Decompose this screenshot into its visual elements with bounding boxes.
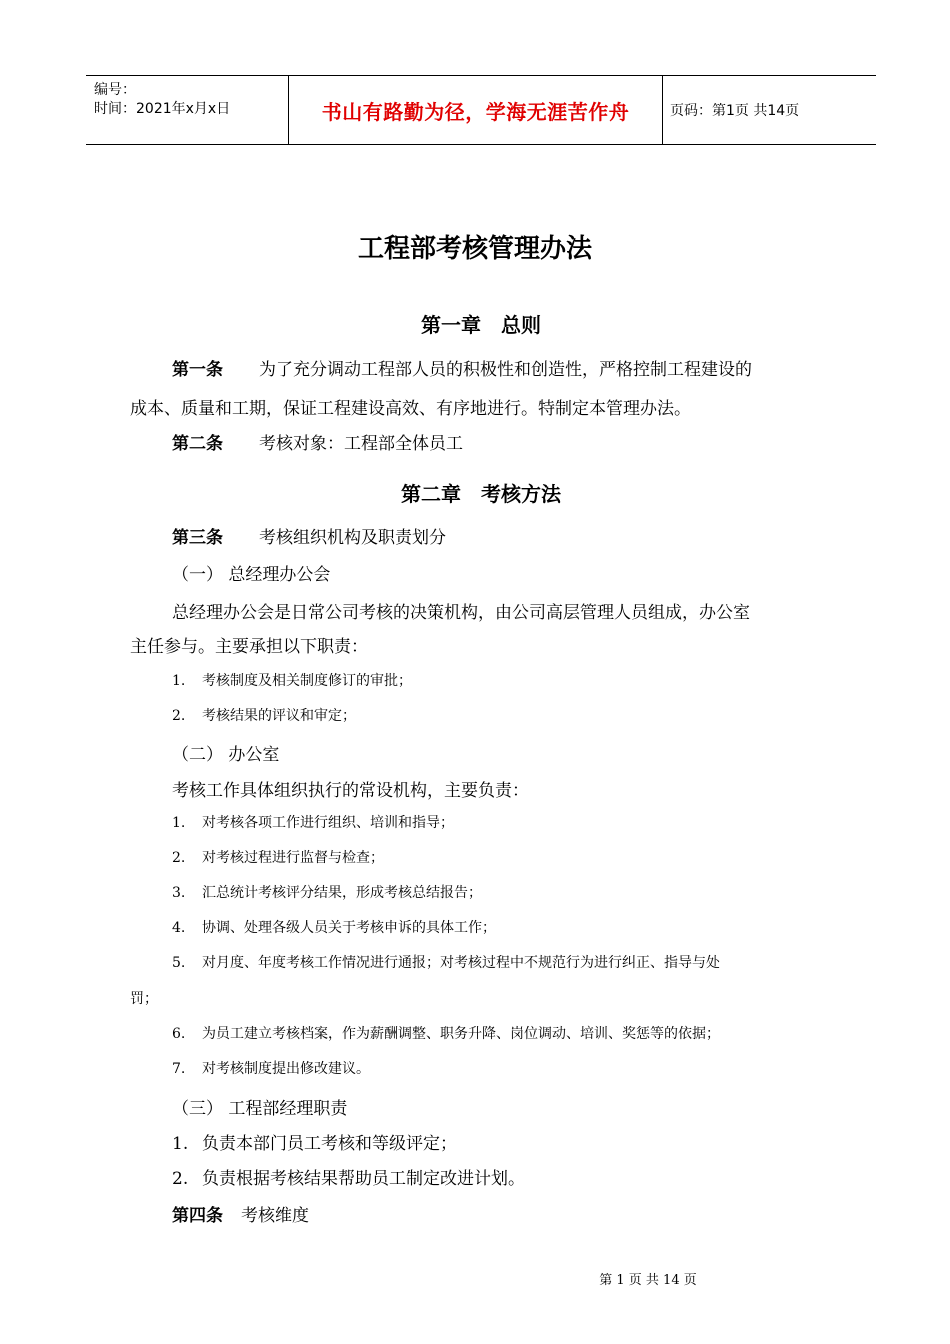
section-1-para-line-2: 主任参与。主要承担以下职责： (130, 637, 368, 657)
list-item (172, 952, 720, 972)
list-item-number: 3. (172, 885, 186, 901)
list-item-number: 1. (172, 673, 186, 689)
section-2-title: （二） 办公室 (172, 745, 280, 765)
list-item (172, 705, 356, 725)
list-item-number: 4. (172, 920, 186, 936)
list-item-number: 2. (172, 850, 186, 866)
list-item (172, 812, 454, 832)
header-motto-cell (288, 76, 663, 144)
list-item (172, 670, 412, 690)
page-footer: 第 1 页 共 14 页 (599, 1273, 697, 1288)
list-item-text: 对考核过程进行监督与检查； (202, 850, 384, 866)
article-3 (172, 523, 446, 548)
article-2 (172, 429, 463, 454)
list-item-number: 1. (172, 815, 186, 831)
document-title: 工程部考核管理办法 (357, 234, 592, 264)
article-1-text: 为了充分调动工程部人员的积极性和创造性，严格控制工程建设的 (259, 360, 752, 380)
article-1-line-2: 成本、质量和工期，保证工程建设高效、有序地进行。特制定本管理办法。 (130, 399, 691, 419)
header-page-info: 页码：第1页 共14页 (670, 103, 800, 119)
header-time-label: 时间：2021年x月x日 (94, 101, 231, 117)
article-4-text: 考核维度 (241, 1206, 309, 1226)
page-header (86, 75, 876, 145)
list-item-number: 2. (172, 1169, 189, 1189)
header-page-cell (662, 76, 876, 144)
section-1-title: （一） 总经理办公会 (172, 565, 331, 585)
list-item (172, 882, 482, 902)
list-item (172, 1164, 525, 1189)
article-1-line-1 (172, 355, 752, 380)
list-item (172, 1023, 720, 1043)
article-3-label: 第三条 (172, 528, 223, 548)
list-item-number: 1. (172, 1134, 189, 1154)
article-4-label: 第四条 (172, 1206, 223, 1226)
article-2-label: 第二条 (172, 434, 223, 454)
article-1-label: 第一条 (172, 360, 223, 380)
list-item-continuation: 罚； (130, 991, 158, 1007)
list-item-text: 负责根据考核结果帮助员工制定改进计划。 (202, 1169, 525, 1189)
section-3-title: （三） 工程部经理职责 (172, 1099, 348, 1119)
chapter-1-heading: 第一章 总则 (421, 313, 541, 337)
list-item-number: 6. (172, 1026, 186, 1042)
list-item (172, 1129, 457, 1154)
article-3-text: 考核组织机构及职责划分 (259, 528, 446, 548)
chapter-2-heading: 第二章 考核方法 (401, 482, 561, 506)
list-item-text: 对考核制度提出修改建议。 (202, 1061, 370, 1077)
list-item (172, 1058, 370, 1078)
list-item-number: 5. (172, 955, 186, 971)
article-4 (172, 1201, 309, 1226)
list-item-text: 对考核各项工作进行组织、培训和指导； (202, 815, 454, 831)
header-number-label: 编号： (94, 82, 136, 98)
header-motto: 书山有路勤为径，学海无涯苦作舟 (321, 99, 630, 124)
section-1-para-line-1: 总经理办公会是日常公司考核的决策机构，由公司高层管理人员组成，办公室 (172, 603, 750, 623)
list-item-text: 考核结果的评议和审定； (202, 708, 356, 724)
list-item-number: 7. (172, 1061, 186, 1077)
list-item (172, 917, 496, 937)
list-item-text: 汇总统计考核评分结果，形成考核总结报告； (202, 885, 482, 901)
list-item-text: 考核制度及相关制度修订的审批； (202, 673, 412, 689)
list-item-number: 2. (172, 708, 186, 724)
header-meta (86, 76, 288, 144)
list-item (172, 847, 384, 867)
section-2-para: 考核工作具体组织执行的常设机构，主要负责： (172, 781, 529, 801)
list-item-text: 协调、处理各级人员关于考核申诉的具体工作； (202, 920, 496, 936)
list-item-text: 对月度、年度考核工作情况进行通报；对考核过程中不规范行为进行纠正、指导与处 (202, 955, 720, 971)
list-item-text: 为员工建立考核档案，作为薪酬调整、职务升降、岗位调动、培训、奖惩等的依据； (202, 1026, 720, 1042)
list-item-text: 负责本部门员工考核和等级评定； (202, 1134, 457, 1154)
article-2-text: 考核对象：工程部全体员工 (259, 434, 463, 454)
